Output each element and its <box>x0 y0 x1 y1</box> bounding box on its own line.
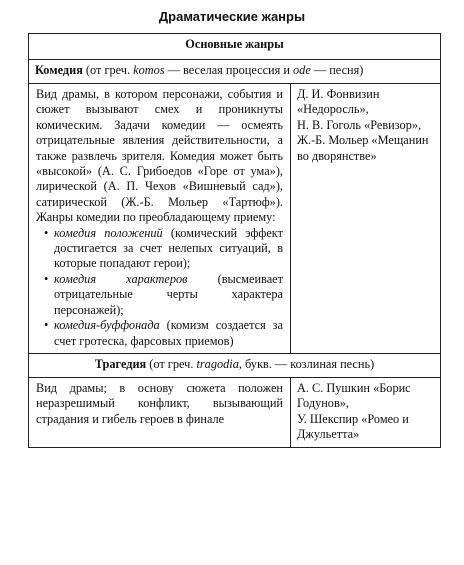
comedy-genre-row <box>29 60 441 84</box>
tragedy-genre-row <box>29 353 441 377</box>
table-header: Основные жанры <box>29 34 441 60</box>
genres-table <box>28 33 441 448</box>
comedy-content-row <box>29 84 441 354</box>
comedy-etym-prefix: (от греч. <box>82 63 134 77</box>
comedy-kind-term: комедия-буффонада <box>54 318 160 333</box>
tragedy-etym-prefix: (от греч. <box>146 356 197 371</box>
comedy-etym-suffix: — песня) <box>310 63 364 77</box>
list-item <box>44 272 283 318</box>
comedy-etym-word1: komos <box>133 63 165 77</box>
comedy-kinds-list <box>36 226 283 349</box>
comedy-kind-text: (комизм создается за счет гротеска, фарсовых приемов) <box>54 318 283 348</box>
comedy-kind-term: комедия характеров <box>54 271 188 286</box>
comedy-example: Д. И. Фонвизин «Недоросль», <box>297 87 380 117</box>
comedy-kind-text: (комический эффект достигается за счет нелепых ситуаций, в которые попадают герои); <box>54 225 283 271</box>
tragedy-genre-cell <box>29 353 441 377</box>
comedy-description-cell <box>29 84 291 354</box>
comedy-kind-term: комедия положений <box>54 225 163 240</box>
table-header-row <box>29 34 441 60</box>
tragedy-example: У. Шекспир «Ромео и Джульетта» <box>297 411 409 442</box>
list-item <box>44 318 283 349</box>
comedy-etym-word2: ode <box>293 63 311 77</box>
tragedy-description-cell <box>29 377 291 447</box>
comedy-name: Комедия <box>35 63 83 77</box>
page-title: Драматические жанры <box>158 9 306 24</box>
comedy-genre-cell <box>29 60 441 84</box>
tragedy-example: А. С. Пушкин «Борис Годунов», <box>297 380 411 411</box>
tragedy-etym-suffix: , букв. — козлиная песнь) <box>238 356 375 371</box>
comedy-example: Н. В. Гоголь «Ревизор», <box>297 117 422 132</box>
comedy-etym-mid: — веселая процессия и <box>164 63 294 77</box>
comedy-description: Вид драмы, в котором персонажи, события и сюжет вызывают смех и проникнуты комическим. Задачи комедии — осмеять отрицательные явления действительности, а также развлечь зрителя. Комедия может быть «высокой» (А. С. Грибоедов «Горе от ума»), лирической (А. П. Чехов «Вишневый сад»), сатирической (Ж.-Б. Мольер «Тартюф»). Жанры комедии по преобладающему приему: <box>36 87 283 225</box>
comedy-example: Ж.-Б. Мольер «Мещанин во дворянстве» <box>297 133 429 163</box>
tragedy-examples-cell <box>291 377 441 447</box>
list-item <box>44 226 283 272</box>
tragedy-name: Трагедия <box>94 356 147 371</box>
tragedy-description: Вид драмы; в основу сюжета положен неразрешимый конфликт, вызывающий страдания и гибель героев в финале <box>36 380 283 426</box>
tragedy-content-row <box>29 377 441 447</box>
comedy-kind-text: (высмеивает отрицательные черты характера персонажей); <box>54 271 283 317</box>
comedy-examples-cell <box>291 84 441 354</box>
tragedy-etym-word: tragodia <box>196 356 239 371</box>
